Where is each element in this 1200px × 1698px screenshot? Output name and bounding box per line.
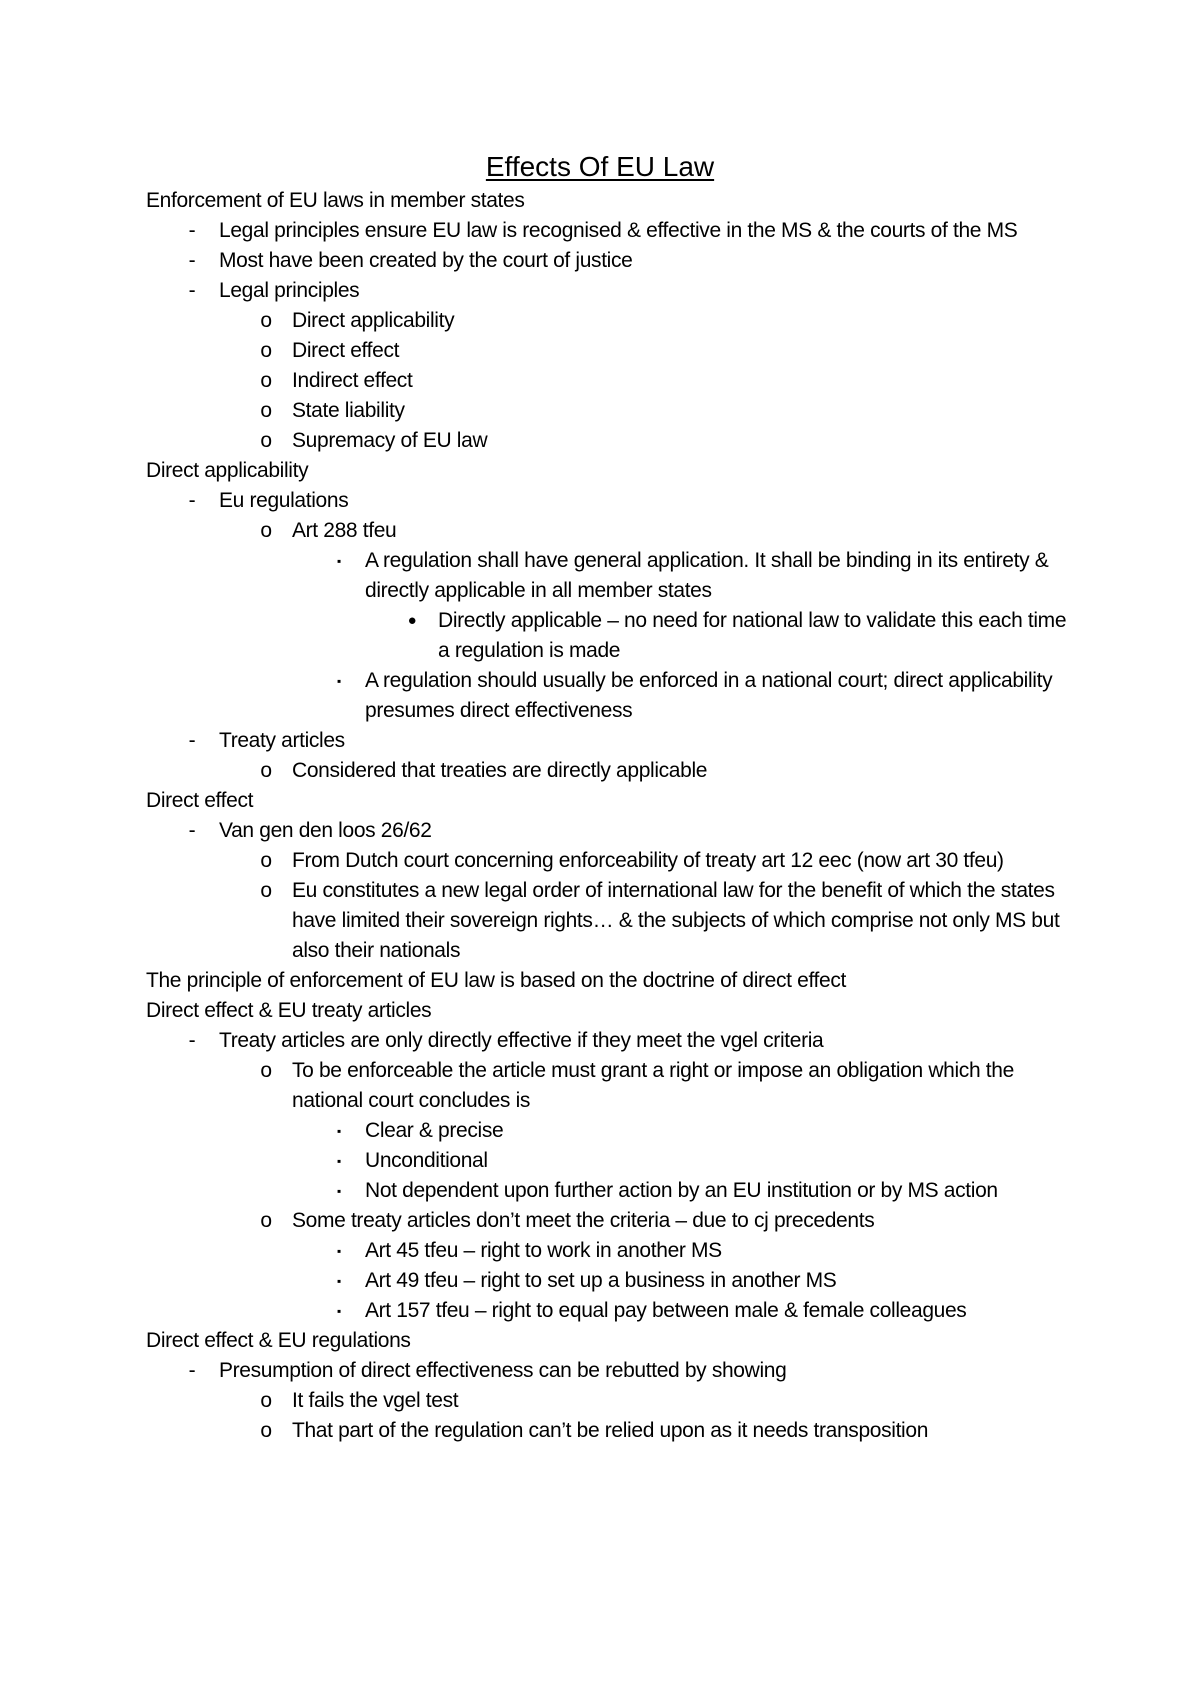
- list-item: [146, 1026, 1076, 1056]
- bullet-marker-circle: o: [260, 1059, 272, 1082]
- bullet-marker-circle: o: [260, 1209, 272, 1232]
- list-item-text: To be enforceable the article must grant a right or impose an obligation which the national court concludes is: [292, 1059, 1014, 1112]
- bullet-marker-square: ▪: [337, 1124, 341, 1138]
- bullet-marker-square: ▪: [337, 1154, 341, 1168]
- bullet-marker-circle: o: [260, 339, 272, 362]
- bullet-marker-dash: -: [188, 219, 196, 242]
- list-item-text: Supremacy of EU law: [292, 429, 488, 452]
- list-item: [146, 486, 1076, 516]
- list-item-text: Direct effect: [292, 339, 400, 362]
- list-item: [146, 756, 1076, 786]
- list-item: [146, 816, 1076, 846]
- list-item-text: Eu constitutes a new legal order of international law for the benefit of which the states have limited their sovereign rights… & the subjects of which comprise not only MS but also their nationals: [292, 879, 1060, 962]
- list-item: [146, 396, 1076, 426]
- section-heading: [146, 996, 1076, 1026]
- bullet-marker-circle: o: [260, 1419, 272, 1442]
- list-item: [146, 336, 1076, 366]
- bullet-marker-square: ▪: [337, 674, 341, 688]
- list-item: [146, 516, 1076, 546]
- list-item: [146, 876, 1076, 966]
- list-item-text: A regulation should usually be enforced in a national court; direct applicability presumes direct effectiveness: [365, 669, 1053, 722]
- list-item-text: That part of the regulation can’t be relied upon as it needs transposition: [292, 1419, 929, 1442]
- bullet-marker-square: ▪: [337, 1274, 341, 1288]
- list-item-text: Indirect effect: [292, 369, 413, 392]
- bullet-marker-circle: o: [260, 369, 272, 392]
- list-item: [146, 426, 1076, 456]
- list-item: [146, 246, 1076, 276]
- list-item-text: Art 288 tfeu: [292, 519, 397, 542]
- list-item: [146, 306, 1076, 336]
- list-item: [146, 1176, 1076, 1206]
- list-item-text: Unconditional: [365, 1149, 488, 1172]
- bullet-marker-dash: -: [188, 279, 196, 302]
- list-item: [146, 1116, 1076, 1146]
- bullet-marker-circle: o: [260, 429, 272, 452]
- bullet-marker-circle: o: [260, 1389, 272, 1412]
- list-item-text: Some treaty articles don’t meet the criteria – due to cj precedents: [292, 1209, 875, 1232]
- heading-text: The principle of enforcement of EU law is based on the doctrine of direct effect: [146, 969, 847, 992]
- section-heading: [146, 786, 1076, 816]
- list-item: [146, 1416, 1076, 1446]
- list-item-text: A regulation shall have general application. It shall be binding in its entirety & directly applicable in all member states: [365, 549, 1049, 602]
- list-item: [146, 546, 1076, 606]
- list-item-text: Clear & precise: [365, 1119, 504, 1142]
- section-heading: [146, 1326, 1076, 1356]
- list-item-text: Not dependent upon further action by an EU institution or by MS action: [365, 1179, 998, 1202]
- bullet-marker-dash: -: [188, 819, 196, 842]
- list-item: [146, 1266, 1076, 1296]
- bullet-marker-square: ▪: [337, 1244, 341, 1258]
- list-item: [146, 726, 1076, 756]
- list-item-text: Art 49 tfeu – right to set up a business in another MS: [365, 1269, 837, 1292]
- bullet-marker-square: ▪: [337, 1184, 341, 1198]
- list-item: [146, 666, 1076, 726]
- bullet-marker-dash: -: [188, 1359, 196, 1382]
- list-item-text: Presumption of direct effectiveness can be rebutted by showing: [219, 1359, 787, 1382]
- list-item-text: Most have been created by the court of justice: [219, 249, 633, 272]
- section-heading: [146, 456, 1076, 486]
- bullet-marker-dash: -: [188, 249, 196, 272]
- list-item-text: Legal principles ensure EU law is recognised & effective in the MS & the courts of the MS: [219, 219, 1018, 242]
- heading-text: Direct effect & EU regulations: [146, 1329, 411, 1352]
- list-item: [146, 276, 1076, 306]
- heading-text: Enforcement of EU laws in member states: [146, 189, 525, 212]
- list-item-text: Art 45 tfeu – right to work in another MS: [365, 1239, 722, 1262]
- list-item: [146, 1296, 1076, 1326]
- heading-text: Direct applicability: [146, 459, 309, 482]
- list-item: [146, 1236, 1076, 1266]
- bullet-marker-dash: -: [188, 489, 196, 512]
- list-item: [146, 1056, 1076, 1116]
- bullet-marker-circle: o: [260, 759, 272, 782]
- section-heading: [146, 966, 1076, 996]
- bullet-marker-dot: ●: [407, 612, 417, 629]
- list-item: [146, 606, 1076, 666]
- list-item: [146, 1356, 1076, 1386]
- bullet-marker-circle: o: [260, 309, 272, 332]
- heading-text: Direct effect: [146, 789, 254, 812]
- list-item: [146, 846, 1076, 876]
- list-item-text: Treaty articles are only directly effective if they meet the vgel criteria: [219, 1029, 824, 1052]
- document-body: [146, 186, 1076, 1446]
- list-item: [146, 1206, 1076, 1236]
- list-item: [146, 366, 1076, 396]
- list-item: [146, 1146, 1076, 1176]
- list-item-text: From Dutch court concerning enforceability of treaty art 12 eec (now art 30 tfeu): [292, 849, 1004, 872]
- bullet-marker-dash: -: [188, 729, 196, 752]
- list-item: [146, 1386, 1076, 1416]
- list-item-text: State liability: [292, 399, 405, 422]
- list-item-text: Treaty articles: [219, 729, 345, 752]
- heading-text: Direct effect & EU treaty articles: [146, 999, 432, 1022]
- bullet-marker-circle: o: [260, 399, 272, 422]
- bullet-marker-circle: o: [260, 879, 272, 902]
- document-title: Effects Of EU Law: [485, 151, 715, 182]
- list-item-text: Directly applicable – no need for national law to validate this each time a regulation is made: [438, 609, 1067, 662]
- list-item-text: Considered that treaties are directly applicable: [292, 759, 708, 782]
- list-item-text: It fails the vgel test: [292, 1389, 459, 1412]
- bullet-marker-square: ▪: [337, 554, 341, 568]
- list-item-text: Van gen den loos 26/62: [219, 819, 432, 842]
- list-item-text: Eu regulations: [219, 489, 349, 512]
- section-heading: [146, 186, 1076, 216]
- list-item-text: Legal principles: [219, 279, 360, 302]
- bullet-marker-circle: o: [260, 519, 272, 542]
- bullet-marker-dash: -: [188, 1029, 196, 1052]
- list-item-text: Art 157 tfeu – right to equal pay between male & female colleagues: [365, 1299, 967, 1322]
- bullet-marker-square: ▪: [337, 1304, 341, 1318]
- bullet-marker-circle: o: [260, 849, 272, 872]
- list-item-text: Direct applicability: [292, 309, 455, 332]
- list-item: [146, 216, 1076, 246]
